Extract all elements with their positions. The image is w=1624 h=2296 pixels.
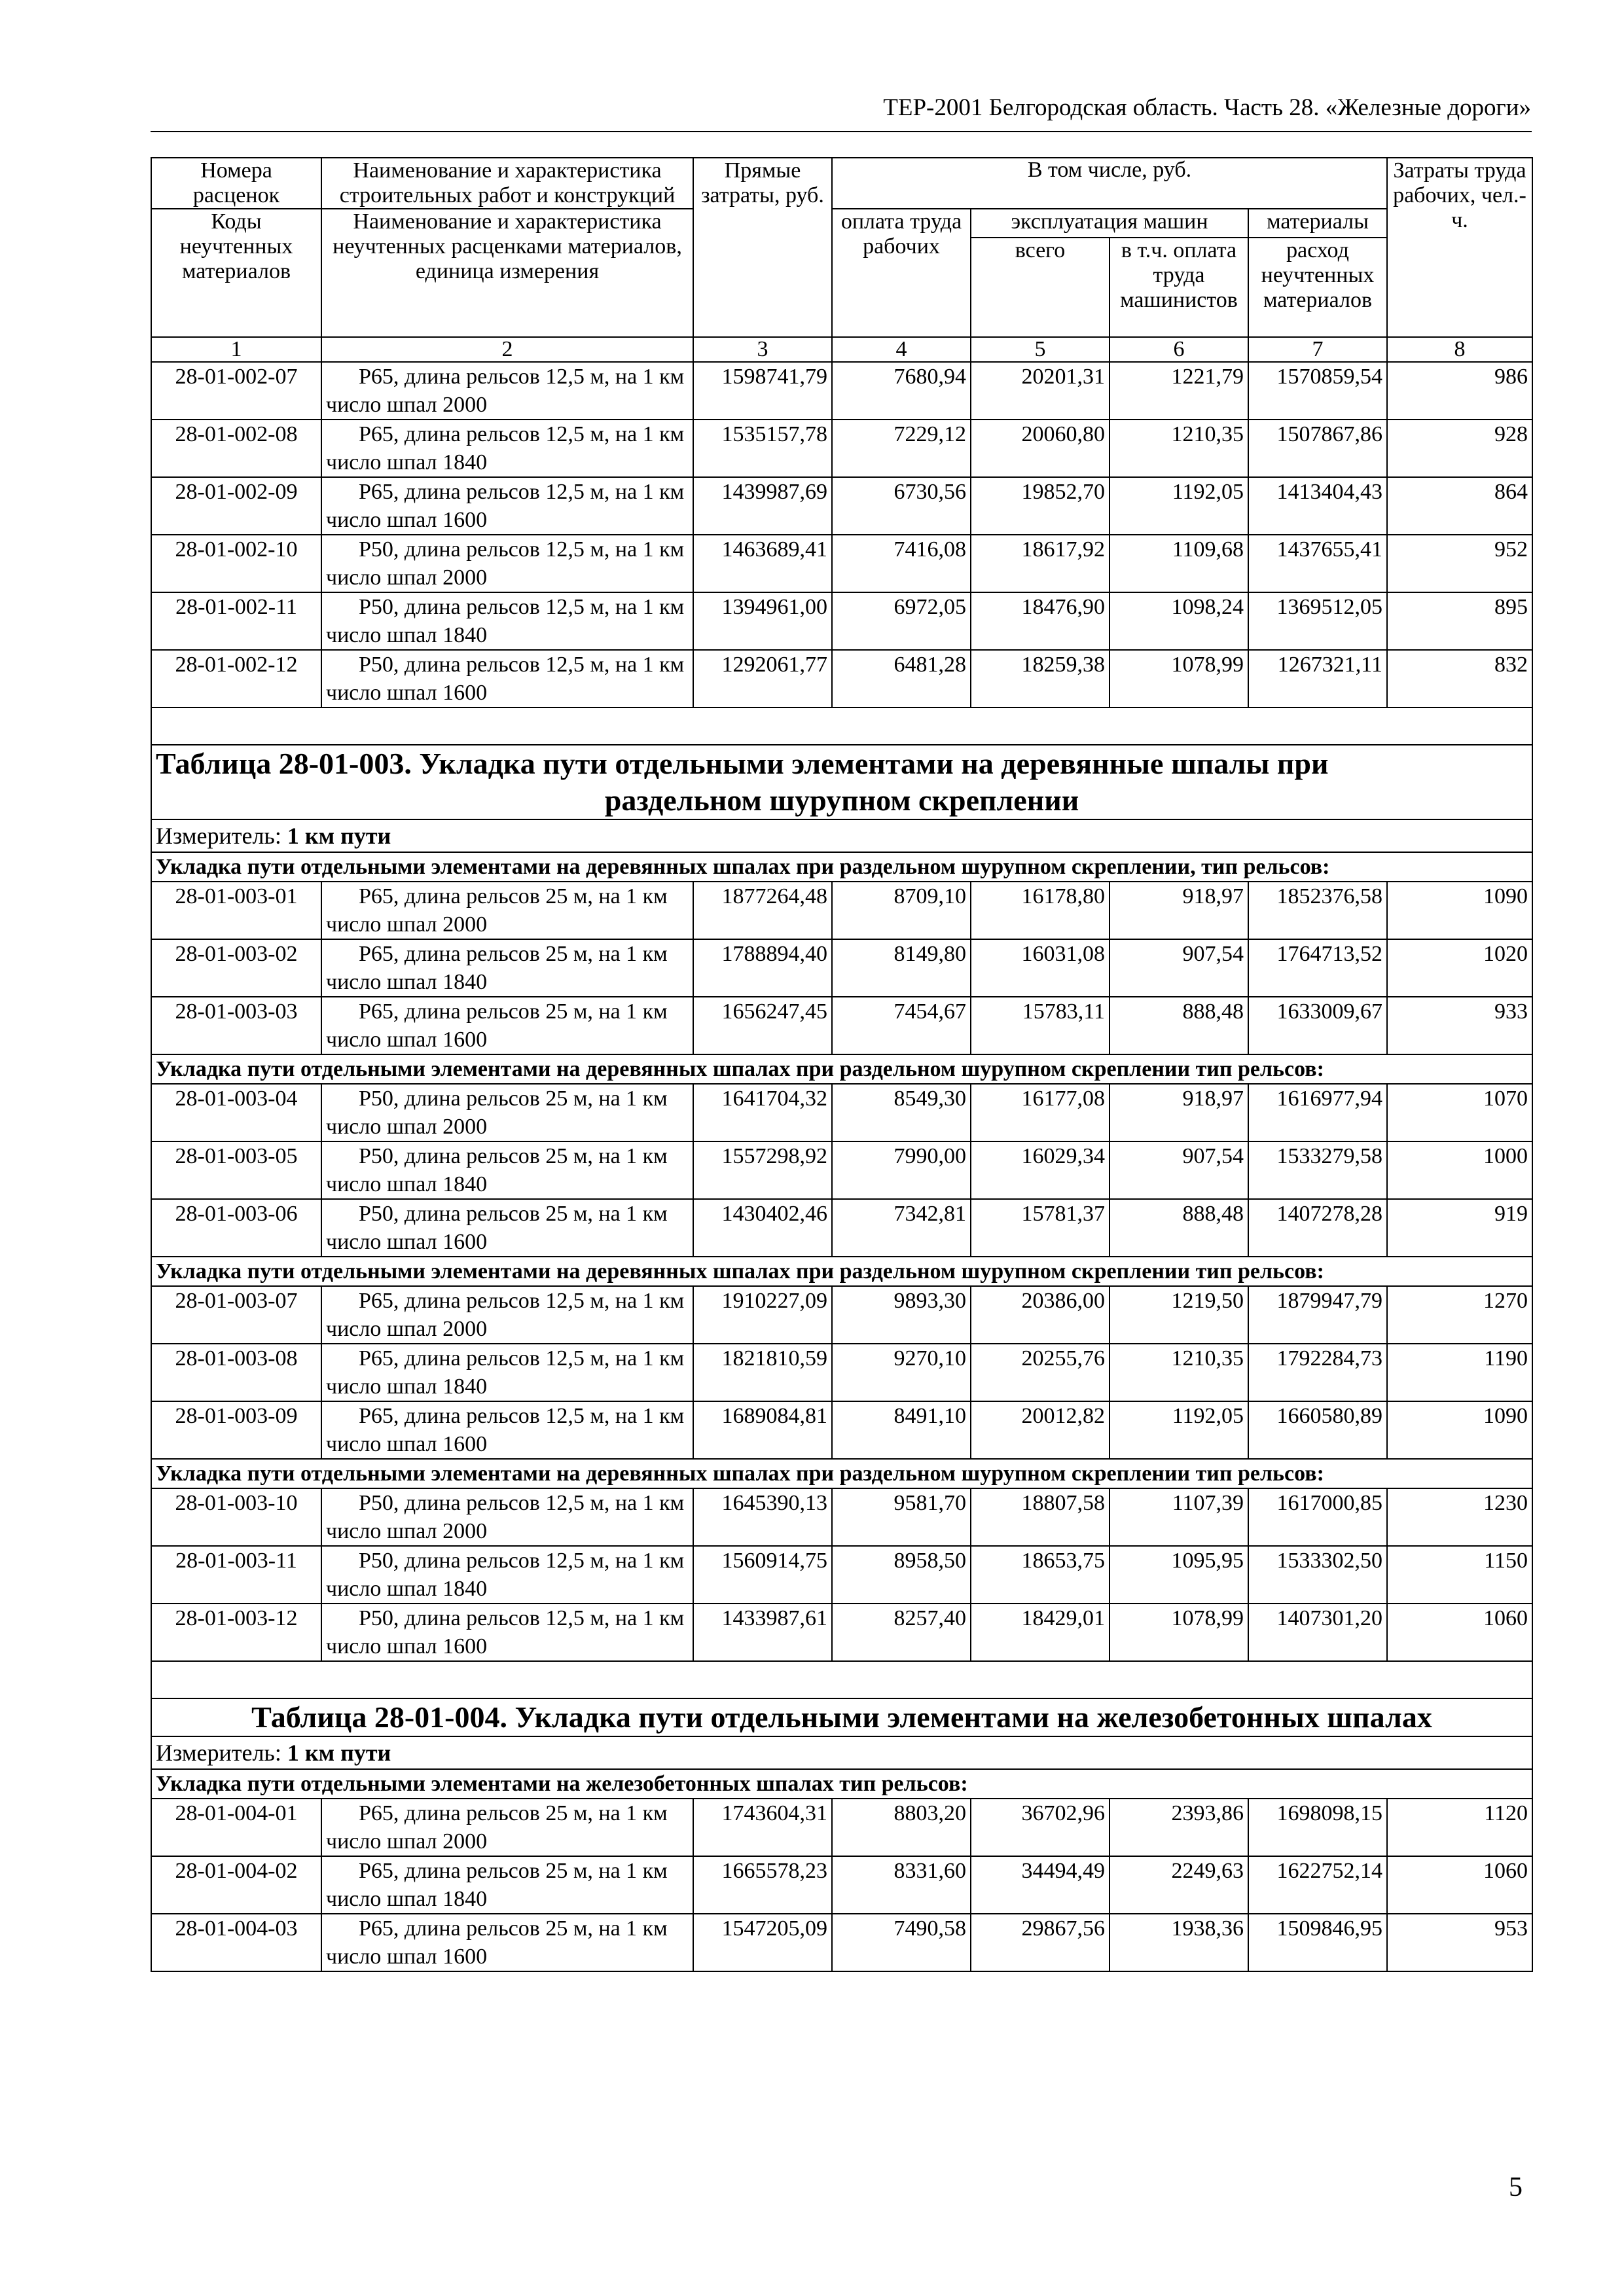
table-title-line: Таблица 28-01-003. Укладка пути отдельными элементами на деревянные шпалы при [156, 747, 1329, 780]
rate-code: 28-01-004-01 [151, 1799, 321, 1856]
rate-name: Р65, длина рельсов 25 м, на 1 км число шпал 2000 [321, 882, 693, 939]
worker-pay: 7454,67 [832, 997, 971, 1054]
machine-total: 18653,75 [971, 1546, 1110, 1604]
direct-costs: 1557298,92 [693, 1141, 832, 1199]
labor-hours: 1070 [1387, 1084, 1532, 1141]
materials-cost: 1533279,58 [1248, 1141, 1387, 1199]
header-machinist-pay: в т.ч. оплата труда машинистов [1110, 238, 1248, 337]
rate-code: 28-01-002-09 [151, 477, 321, 535]
group-heading: Укладка пути отдельными элементами на деревянных шпалах при раздельном шурупном скреплении тип рельсов: [151, 1257, 1532, 1286]
rate-code: 28-01-003-02 [151, 939, 321, 997]
rate-name: Р65, длина рельсов 12,5 м, на 1 км число шпал 1600 [321, 477, 693, 535]
machinist-pay: 918,97 [1110, 882, 1248, 939]
direct-costs: 1665578,23 [693, 1856, 832, 1914]
materials-cost: 1660580,89 [1248, 1401, 1387, 1459]
materials-cost: 1633009,67 [1248, 997, 1387, 1054]
machinist-pay: 1109,68 [1110, 535, 1248, 592]
header-including: В том числе, руб. [832, 158, 1387, 209]
header-codes: Номера расценок [151, 158, 321, 209]
table-title-row [151, 745, 1532, 819]
direct-costs: 1689084,81 [693, 1401, 832, 1459]
header-row-1 [151, 158, 1532, 209]
column-number: 8 [1387, 337, 1532, 362]
materials-cost: 1622752,14 [1248, 1856, 1387, 1914]
rate-code: 28-01-004-02 [151, 1856, 321, 1914]
machinist-pay: 1192,05 [1110, 1401, 1248, 1459]
labor-hours: 1270 [1387, 1286, 1532, 1344]
labor-hours: 832 [1387, 650, 1532, 708]
machine-total: 34494,49 [971, 1856, 1110, 1914]
materials-cost: 1764713,52 [1248, 939, 1387, 997]
direct-costs: 1645390,13 [693, 1488, 832, 1546]
rate-row [151, 650, 1532, 708]
labor-hours: 1020 [1387, 939, 1532, 997]
machinist-pay: 2393,86 [1110, 1799, 1248, 1856]
labor-hours: 1120 [1387, 1799, 1532, 1856]
rate-name: Р50, длина рельсов 25 м, на 1 км число шпал 2000 [321, 1084, 693, 1141]
column-number: 4 [832, 337, 971, 362]
header-machine-operation: эксплуатация машин [971, 209, 1248, 238]
materials-cost: 1507867,86 [1248, 420, 1387, 477]
rate-row [151, 1914, 1532, 1971]
rate-row [151, 420, 1532, 477]
meter-row [151, 819, 1532, 852]
direct-costs: 1463689,41 [693, 535, 832, 592]
column-number: 3 [693, 337, 832, 362]
rate-code: 28-01-003-10 [151, 1488, 321, 1546]
machinist-pay: 1095,95 [1110, 1546, 1248, 1604]
meter-value: 1 км пути [287, 823, 391, 849]
direct-costs: 1877264,48 [693, 882, 832, 939]
rate-row [151, 882, 1532, 939]
materials-cost: 1533302,50 [1248, 1546, 1387, 1604]
machinist-pay: 1210,35 [1110, 420, 1248, 477]
worker-pay: 8491,10 [832, 1401, 971, 1459]
rate-row [151, 592, 1532, 650]
rate-row [151, 1084, 1532, 1141]
table-title-line: Таблица 28-01-004. Укладка пути отдельными элементами на железобетонных шпалах [251, 1700, 1432, 1734]
rate-code: 28-01-003-01 [151, 882, 321, 939]
direct-costs: 1656247,45 [693, 997, 832, 1054]
rate-row [151, 477, 1532, 535]
header-labor-hours: Затраты труда рабочих, чел.-ч. [1387, 158, 1532, 337]
meter-label: Измеритель: [156, 1740, 281, 1766]
header-row-2 [151, 209, 1532, 238]
header-material-codes: Коды неучтенных материалов [151, 209, 321, 337]
unit-of-measure [151, 819, 1532, 852]
rate-code: 28-01-002-07 [151, 362, 321, 420]
labor-hours: 1190 [1387, 1344, 1532, 1401]
worker-pay: 8709,10 [832, 882, 971, 939]
machine-total: 20012,82 [971, 1401, 1110, 1459]
worker-pay: 7490,58 [832, 1914, 971, 1971]
materials-cost: 1616977,94 [1248, 1084, 1387, 1141]
rate-name: Р65, длина рельсов 25 м, на 1 км число шпал 1600 [321, 997, 693, 1054]
group-heading-row [151, 1769, 1532, 1799]
labor-hours: 952 [1387, 535, 1532, 592]
machine-total: 18476,90 [971, 592, 1110, 650]
machine-total: 16031,08 [971, 939, 1110, 997]
machine-total: 15781,37 [971, 1199, 1110, 1257]
machinist-pay: 2249,63 [1110, 1856, 1248, 1914]
rate-code: 28-01-002-11 [151, 592, 321, 650]
rate-name: Р65, длина рельсов 12,5 м, на 1 км число шпал 2000 [321, 1286, 693, 1344]
worker-pay: 8549,30 [832, 1084, 971, 1141]
rate-row [151, 362, 1532, 420]
machine-total: 16177,08 [971, 1084, 1110, 1141]
machinist-pay: 1210,35 [1110, 1344, 1248, 1401]
machinist-pay: 907,54 [1110, 1141, 1248, 1199]
machine-total: 29867,56 [971, 1914, 1110, 1971]
labor-hours: 986 [1387, 362, 1532, 420]
rate-name: Р65, длина рельсов 25 м, на 1 км число шпал 1840 [321, 1856, 693, 1914]
machine-total: 19852,70 [971, 477, 1110, 535]
machinist-pay: 888,48 [1110, 1199, 1248, 1257]
worker-pay: 8257,40 [832, 1604, 971, 1661]
materials-cost: 1792284,73 [1248, 1344, 1387, 1401]
page-number: 5 [1509, 2172, 1523, 2202]
rate-name: Р65, длина рельсов 12,5 м, на 1 км число шпал 1840 [321, 1344, 693, 1401]
materials-cost: 1407301,20 [1248, 1604, 1387, 1661]
machinist-pay: 888,48 [1110, 997, 1248, 1054]
machinist-pay: 1219,50 [1110, 1286, 1248, 1344]
rate-row [151, 1199, 1532, 1257]
column-number: 2 [321, 337, 693, 362]
spacer-cell [151, 708, 1532, 745]
machine-total: 20255,76 [971, 1344, 1110, 1401]
direct-costs: 1394961,00 [693, 592, 832, 650]
table-title-row [151, 1698, 1532, 1736]
group-heading: Укладка пути отдельными элементами на деревянных шпалах при раздельном шурупном скреплении тип рельсов: [151, 1054, 1532, 1084]
labor-hours: 1060 [1387, 1856, 1532, 1914]
header-name: Наименование и характеристика строительных работ и конструкций [321, 158, 693, 209]
direct-costs: 1910227,09 [693, 1286, 832, 1344]
worker-pay: 7342,81 [832, 1199, 971, 1257]
header-material-name: Наименование и характеристика неучтенных расценками материалов, единица измерения [321, 209, 693, 337]
direct-costs: 1788894,40 [693, 939, 832, 997]
rate-name: Р50, длина рельсов 12,5 м, на 1 км число шпал 1600 [321, 650, 693, 708]
materials-cost: 1570859,54 [1248, 362, 1387, 420]
unit-of-measure [151, 1736, 1532, 1769]
spacer-cell [151, 1661, 1532, 1698]
materials-cost: 1852376,58 [1248, 882, 1387, 939]
labor-hours: 1090 [1387, 882, 1532, 939]
materials-cost: 1413404,43 [1248, 477, 1387, 535]
header-machine-total: всего [971, 238, 1110, 337]
rate-row [151, 997, 1532, 1054]
rate-name: Р50, длина рельсов 12,5 м, на 1 км число шпал 2000 [321, 535, 693, 592]
group-heading: Укладка пути отдельными элементами на деревянных шпалах при раздельном шурупном скреплении тип рельсов: [151, 1459, 1532, 1488]
rate-row [151, 1488, 1532, 1546]
rate-code: 28-01-002-10 [151, 535, 321, 592]
rate-name: Р65, длина рельсов 25 м, на 1 км число шпал 1600 [321, 1914, 693, 1971]
direct-costs: 1598741,79 [693, 362, 832, 420]
header-rule [151, 131, 1532, 132]
running-header: ТЕР-2001 Белгородская область. Часть 28. «Железные дороги» [883, 94, 1531, 121]
machinist-pay: 907,54 [1110, 939, 1248, 997]
machinist-pay: 1098,24 [1110, 592, 1248, 650]
materials-cost: 1698098,15 [1248, 1799, 1387, 1856]
rate-row [151, 1401, 1532, 1459]
header-unaccounted-materials: расход неучтенных материалов [1248, 238, 1387, 337]
direct-costs: 1439987,69 [693, 477, 832, 535]
meter-label: Измеритель: [156, 823, 281, 849]
group-heading-row [151, 1257, 1532, 1286]
materials-cost: 1369512,05 [1248, 592, 1387, 650]
labor-hours: 1000 [1387, 1141, 1532, 1199]
rate-name: Р50, длина рельсов 12,5 м, на 1 км число шпал 2000 [321, 1488, 693, 1546]
table-title-line: раздельном шурупном скреплении [604, 783, 1079, 817]
worker-pay: 9893,30 [832, 1286, 971, 1344]
materials-cost: 1437655,41 [1248, 535, 1387, 592]
rate-row [151, 1546, 1532, 1604]
rate-name: Р50, длина рельсов 12,5 м, на 1 км число шпал 1600 [321, 1604, 693, 1661]
direct-costs: 1743604,31 [693, 1799, 832, 1856]
rate-name: Р65, длина рельсов 25 м, на 1 км число шпал 2000 [321, 1799, 693, 1856]
rate-code: 28-01-003-12 [151, 1604, 321, 1661]
direct-costs: 1433987,61 [693, 1604, 832, 1661]
machine-total: 20201,31 [971, 362, 1110, 420]
labor-hours: 919 [1387, 1199, 1532, 1257]
worker-pay: 8149,80 [832, 939, 971, 997]
rate-code: 28-01-002-12 [151, 650, 321, 708]
labor-hours: 1060 [1387, 1604, 1532, 1661]
rate-code: 28-01-003-03 [151, 997, 321, 1054]
machine-total: 16029,34 [971, 1141, 1110, 1199]
direct-costs: 1430402,46 [693, 1199, 832, 1257]
header-worker-pay: оплата труда рабочих [832, 209, 971, 337]
rate-code: 28-01-003-05 [151, 1141, 321, 1199]
rate-name: Р50, длина рельсов 12,5 м, на 1 км число шпал 1840 [321, 592, 693, 650]
machine-total: 18429,01 [971, 1604, 1110, 1661]
worker-pay: 9270,10 [832, 1344, 971, 1401]
direct-costs: 1560914,75 [693, 1546, 832, 1604]
machine-total: 16178,80 [971, 882, 1110, 939]
direct-costs: 1547205,09 [693, 1914, 832, 1971]
rate-row [151, 1141, 1532, 1199]
materials-cost: 1267321,11 [1248, 650, 1387, 708]
worker-pay: 9581,70 [832, 1488, 971, 1546]
worker-pay: 7229,12 [832, 420, 971, 477]
rates-table [151, 157, 1533, 1972]
labor-hours: 1090 [1387, 1401, 1532, 1459]
group-heading-row [151, 852, 1532, 882]
table-title [151, 745, 1532, 819]
meter-value: 1 км пути [287, 1740, 391, 1766]
worker-pay: 6972,05 [832, 592, 971, 650]
rate-name: Р50, длина рельсов 25 м, на 1 км число шпал 1600 [321, 1199, 693, 1257]
rate-name: Р50, длина рельсов 25 м, на 1 км число шпал 1840 [321, 1141, 693, 1199]
machine-total: 36702,96 [971, 1799, 1110, 1856]
rate-row [151, 1799, 1532, 1856]
labor-hours: 864 [1387, 477, 1532, 535]
column-numbers-row [151, 337, 1532, 362]
worker-pay: 8331,60 [832, 1856, 971, 1914]
rate-row [151, 1344, 1532, 1401]
rate-name: Р50, длина рельсов 12,5 м, на 1 км число шпал 1840 [321, 1546, 693, 1604]
rate-name: Р65, длина рельсов 12,5 м, на 1 км число шпал 1840 [321, 420, 693, 477]
machinist-pay: 1078,99 [1110, 650, 1248, 708]
column-number: 1 [151, 337, 321, 362]
direct-costs: 1535157,78 [693, 420, 832, 477]
worker-pay: 8958,50 [832, 1546, 971, 1604]
materials-cost: 1879947,79 [1248, 1286, 1387, 1344]
materials-cost: 1509846,95 [1248, 1914, 1387, 1971]
machine-total: 18807,58 [971, 1488, 1110, 1546]
column-number: 6 [1110, 337, 1248, 362]
column-number: 7 [1248, 337, 1387, 362]
labor-hours: 953 [1387, 1914, 1532, 1971]
group-heading-row [151, 1054, 1532, 1084]
rate-code: 28-01-003-04 [151, 1084, 321, 1141]
machine-total: 20386,00 [971, 1286, 1110, 1344]
rate-code: 28-01-003-09 [151, 1401, 321, 1459]
spacer-row [151, 708, 1532, 745]
rate-code: 28-01-003-11 [151, 1546, 321, 1604]
worker-pay: 7416,08 [832, 535, 971, 592]
rate-code: 28-01-004-03 [151, 1914, 321, 1971]
labor-hours: 1150 [1387, 1546, 1532, 1604]
worker-pay: 7680,94 [832, 362, 971, 420]
header-direct-costs: Прямые затраты, руб. [693, 158, 832, 337]
spacer-row [151, 1661, 1532, 1698]
direct-costs: 1641704,32 [693, 1084, 832, 1141]
rate-row [151, 939, 1532, 997]
machine-total: 20060,80 [971, 420, 1110, 477]
direct-costs: 1821810,59 [693, 1344, 832, 1401]
rate-name: Р65, длина рельсов 12,5 м, на 1 км число шпал 1600 [321, 1401, 693, 1459]
rate-name: Р65, длина рельсов 12,5 м, на 1 км число шпал 2000 [321, 362, 693, 420]
machinist-pay: 1078,99 [1110, 1604, 1248, 1661]
worker-pay: 7990,00 [832, 1141, 971, 1199]
labor-hours: 895 [1387, 592, 1532, 650]
worker-pay: 6481,28 [832, 650, 971, 708]
rate-code: 28-01-003-08 [151, 1344, 321, 1401]
machinist-pay: 918,97 [1110, 1084, 1248, 1141]
worker-pay: 8803,20 [832, 1799, 971, 1856]
column-number: 5 [971, 337, 1110, 362]
machine-total: 18617,92 [971, 535, 1110, 592]
rate-name: Р65, длина рельсов 25 м, на 1 км число шпал 1840 [321, 939, 693, 997]
direct-costs: 1292061,77 [693, 650, 832, 708]
worker-pay: 6730,56 [832, 477, 971, 535]
labor-hours: 933 [1387, 997, 1532, 1054]
rate-code: 28-01-003-07 [151, 1286, 321, 1344]
machinist-pay: 1192,05 [1110, 477, 1248, 535]
machine-total: 18259,38 [971, 650, 1110, 708]
machinist-pay: 1938,36 [1110, 1914, 1248, 1971]
rate-row [151, 1856, 1532, 1914]
rate-row [151, 1604, 1532, 1661]
rate-code: 28-01-002-08 [151, 420, 321, 477]
group-heading-row [151, 1459, 1532, 1488]
machine-total: 15783,11 [971, 997, 1110, 1054]
group-heading: Укладка пути отдельными элементами на деревянных шпалах при раздельном шурупном скреплении, тип рельсов: [151, 852, 1532, 882]
rate-row [151, 535, 1532, 592]
machinist-pay: 1107,39 [1110, 1488, 1248, 1546]
meter-row [151, 1736, 1532, 1769]
group-heading: Укладка пути отдельными элементами на железобетонных шпалах тип рельсов: [151, 1769, 1532, 1799]
materials-cost: 1617000,85 [1248, 1488, 1387, 1546]
labor-hours: 928 [1387, 420, 1532, 477]
rate-code: 28-01-003-06 [151, 1199, 321, 1257]
rate-row [151, 1286, 1532, 1344]
table-title [151, 1698, 1532, 1736]
machinist-pay: 1221,79 [1110, 362, 1248, 420]
header-materials: материалы [1248, 209, 1387, 238]
materials-cost: 1407278,28 [1248, 1199, 1387, 1257]
labor-hours: 1230 [1387, 1488, 1532, 1546]
